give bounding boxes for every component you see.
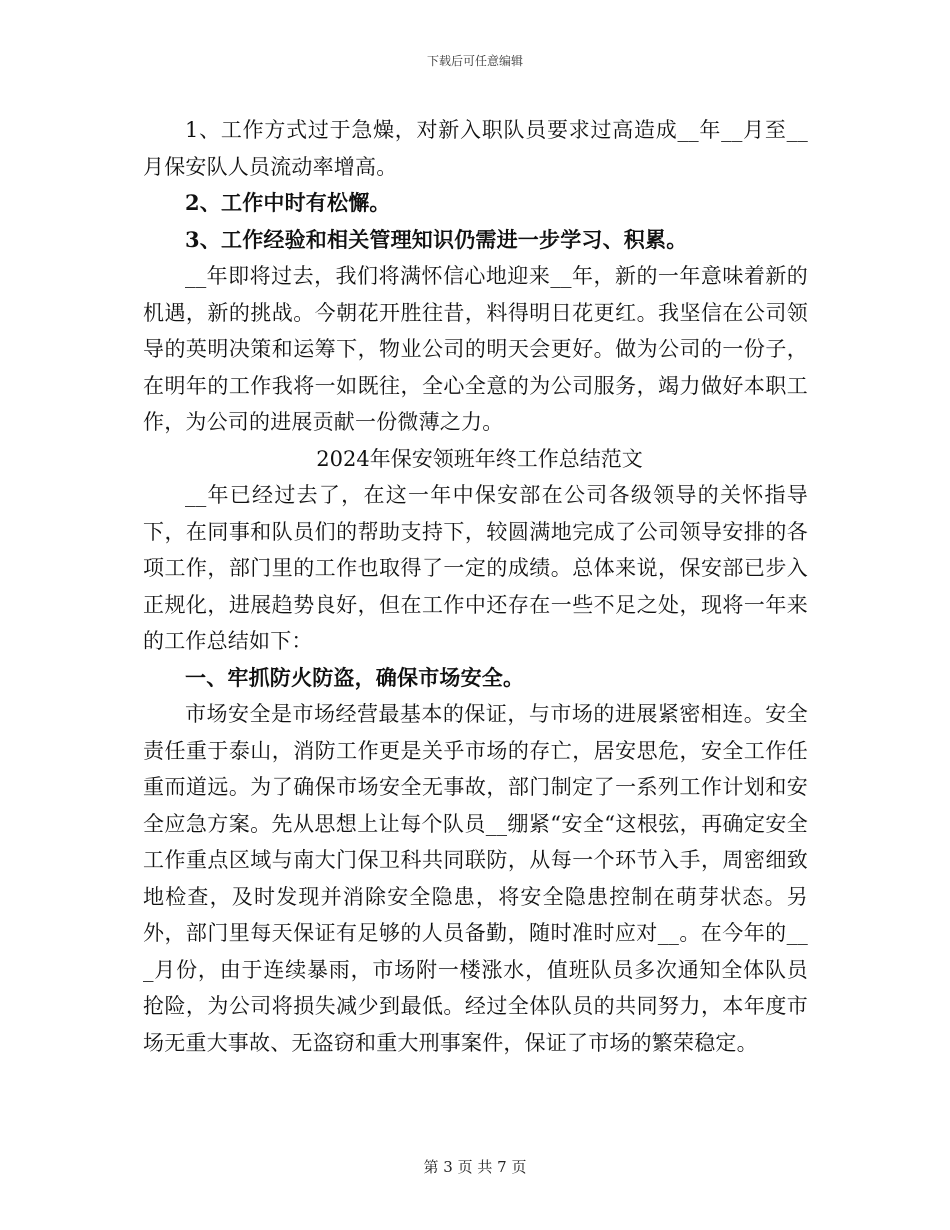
paragraph-outlook: __年即将过去，我们将满怀信心地迎来__年，新的一年意味着新的机遇，新的挑战。今朝花开胜往昔，料得明日花更红。我坚信在公司领导的英明决策和运筹下，物业公司的明天会更好。做为公司的一份子，在明年的工作我将一如既往，全心全意的为公司服务，竭力做好本职工作，为公司的进展贡献一份微薄之力。 <box>143 264 808 434</box>
paragraph-issue-3: 3、工作经验和相关管理知识仍需进一步学习、积累。 <box>185 226 688 252</box>
document-body <box>143 112 808 1061</box>
page-number: 第 3 页 共 7 页 <box>423 1158 527 1176</box>
paragraph-market-safety: 市场安全是市场经营最基本的保证，与市场的进展紧密相连。安全责任重于泰山，消防工作更是关乎市场的存亡，居安思危，安全工作任重而道远。为了确保市场安全无事故，部门制定了一系列工作计划和安全应急方案。先从思想上让每个队员__绷紧“安全“这根弦，再确定安全工作重点区域与南大门保卫科共同联防，从每一个环节入手，周密细致地检查，及时发现并消除安全隐患，将安全隐患控制在萌芽状态。另外，部门里每天保证有足够的人员备勤，随时准时应对__。在今年的___月份，由于连续暴雨，市场附一楼涨水，值班队员多次通知全体队员抢险，为公司将损失减少到最低。经过全体队员的共同努力，本年度市场无重大事故、无盗窃和重大刑事案件，保证了市场的繁荣稳定。 <box>143 702 808 1055</box>
paragraph-intro: __年已经过去了，在这一年中保安部在公司各级领导的关怀指导下，在同事和队员们的帮助支持下，较圆满地完成了公司领导安排的各项工作，部门里的工作也取得了一定的成绩。总体来说，保安部已步入正规化，进展趋势良好，但在工作中还存在一些不足之处，现将一年来的工作总结如下： <box>143 483 808 653</box>
paragraph-issue-2: 2、工作中时有松懈。 <box>185 190 391 215</box>
page-header: 下载后可任意编辑 <box>426 54 523 68</box>
document-title: 2024年保安领班年终工作总结范文 <box>316 446 643 471</box>
paragraph-issue-1: 1、工作方式过于急燥，对新入职队员要求过高造成__年__月至__月保安队人员流动率增高。 <box>143 118 808 179</box>
section-heading-1: 一、牢抓防火防盗，确保市场安全。 <box>185 664 525 690</box>
